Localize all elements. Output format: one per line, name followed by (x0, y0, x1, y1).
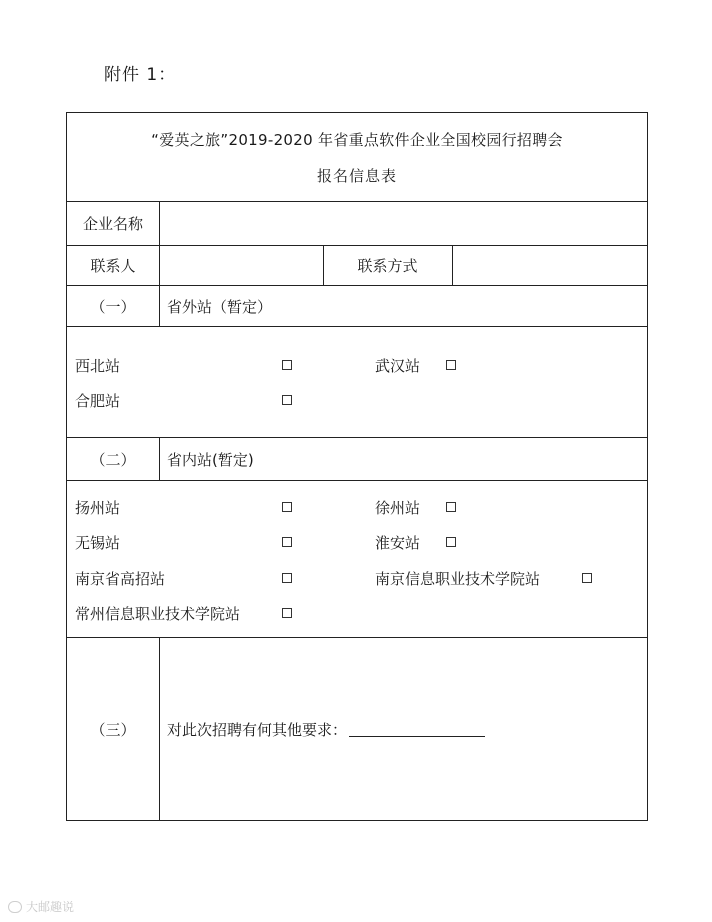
station-label: 徐州站 (375, 499, 421, 517)
contact-person-label: 联系人 (90, 257, 136, 275)
section3-question: 对此次招聘有何其他要求： (167, 720, 348, 739)
contact-method-label: 联系方式 (357, 257, 418, 275)
section3-content (159, 638, 648, 820)
station-label: 常州信息职业技术学院站 (75, 605, 241, 623)
section3-number: （三） (90, 720, 136, 739)
station-checkbox[interactable] (282, 608, 292, 618)
form-title: “爱英之旅”2019-2020 年省重点软件企业全国校园行招聘会 (151, 131, 563, 149)
station-label: 无锡站 (75, 534, 121, 552)
requirements-blank-field[interactable] (349, 722, 485, 737)
station-checkbox[interactable] (282, 502, 292, 512)
form-subtitle: 报名信息表 (316, 167, 397, 185)
section1-number: （一） (90, 297, 136, 316)
contact-row (67, 246, 647, 286)
station-label: 南京信息职业技术学院站 (375, 570, 541, 588)
station-label: 南京省高招站 (75, 570, 166, 588)
station-label: 扬州站 (75, 499, 121, 517)
watermark-text: 大邮趣说 (26, 900, 75, 914)
station-checkbox[interactable] (446, 360, 456, 370)
station-label: 西北站 (75, 357, 121, 375)
section2-header-row (67, 438, 647, 481)
registration-form-table (66, 112, 648, 821)
section1-header-row (67, 286, 647, 327)
section2-stations-row (67, 481, 647, 638)
station-checkbox[interactable] (282, 395, 292, 405)
watermark-logo-icon (8, 901, 22, 913)
station-label: 合肥站 (75, 392, 121, 410)
attachment-label: 附件 1： (104, 65, 177, 85)
station-checkbox[interactable] (582, 573, 592, 583)
station-checkbox[interactable] (282, 537, 292, 547)
form-title-row (67, 113, 647, 202)
watermark (8, 898, 74, 915)
section2-number: （二） (90, 450, 136, 469)
station-checkbox[interactable] (446, 502, 456, 512)
company-name-field[interactable] (160, 202, 648, 245)
contact-person-field[interactable] (160, 246, 323, 285)
company-name-label: 企业名称 (82, 215, 143, 233)
section1-stations-row (67, 327, 647, 438)
section1-title: 省外站（暂定） (167, 297, 273, 316)
section2-title: 省内站(暂定) (167, 450, 254, 469)
station-checkbox[interactable] (282, 573, 292, 583)
station-checkbox[interactable] (446, 537, 456, 547)
section3-row (67, 638, 647, 820)
station-label: 淮安站 (375, 534, 421, 552)
station-checkbox[interactable] (282, 360, 292, 370)
company-name-row (67, 202, 647, 246)
station-label: 武汉站 (375, 357, 421, 375)
contact-method-field[interactable] (453, 246, 648, 285)
